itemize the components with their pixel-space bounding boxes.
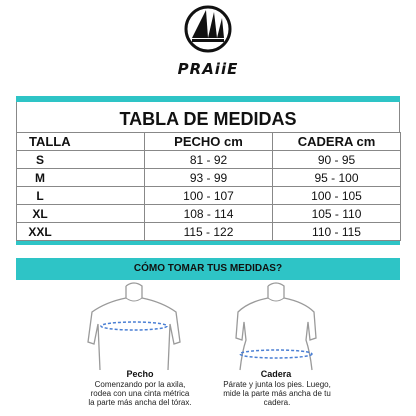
table-row bbox=[17, 187, 401, 205]
torso-hip-icon bbox=[206, 282, 346, 372]
hip-cell: 90 - 95 bbox=[273, 151, 401, 169]
table-row bbox=[17, 223, 401, 241]
size-cell: S bbox=[35, 152, 44, 167]
table-row bbox=[17, 151, 401, 169]
hip-cell: 100 - 105 bbox=[273, 187, 401, 205]
chest-cell: 108 - 114 bbox=[145, 205, 273, 223]
chest-description: Comenzando por la axila, rodea con una cinta métrica la parte más ancha del tórax. bbox=[88, 380, 192, 407]
table-row bbox=[17, 205, 401, 223]
header-hip: CADERA cm bbox=[273, 133, 401, 151]
size-cell: XXL bbox=[28, 224, 52, 239]
table-bottom-bar bbox=[16, 241, 400, 245]
hip-cell: 95 - 100 bbox=[273, 169, 401, 187]
size-cell: L bbox=[36, 188, 44, 203]
hip-figure bbox=[206, 282, 346, 372]
size-cell: XL bbox=[32, 206, 48, 221]
brand-wordmark: PRAiiE bbox=[177, 60, 239, 78]
chest-figure bbox=[64, 282, 204, 372]
how-to-heading: CÓMO TOMAR TUS MEDIDAS? bbox=[16, 258, 400, 280]
chest-label: Pecho bbox=[126, 369, 154, 379]
hip-cell: 110 - 115 bbox=[273, 223, 401, 241]
chest-cell: 115 - 122 bbox=[145, 223, 273, 241]
hip-description: Párate y junta los pies. Luego, mide la parte más ancha de tu cadera. bbox=[223, 380, 331, 407]
hip-label: Cadera bbox=[260, 369, 292, 379]
logo-mark-icon bbox=[184, 4, 232, 54]
size-cell: M bbox=[35, 170, 45, 185]
chest-cell: 93 - 99 bbox=[145, 169, 273, 187]
header-size: TALLA bbox=[17, 133, 145, 151]
brand-logo bbox=[168, 4, 248, 82]
size-table bbox=[16, 132, 401, 241]
size-table-section bbox=[16, 96, 400, 245]
header-chest: PECHO cm bbox=[145, 133, 273, 151]
table-row bbox=[17, 169, 401, 187]
chest-cell: 81 - 92 bbox=[145, 151, 273, 169]
how-to-measure-section bbox=[16, 258, 400, 280]
table-title: TABLA DE MEDIDAS bbox=[16, 102, 400, 132]
chest-cell: 100 - 107 bbox=[145, 187, 273, 205]
torso-chest-icon bbox=[64, 282, 204, 372]
hip-cell: 105 - 110 bbox=[273, 205, 401, 223]
table-header-row bbox=[17, 133, 401, 151]
